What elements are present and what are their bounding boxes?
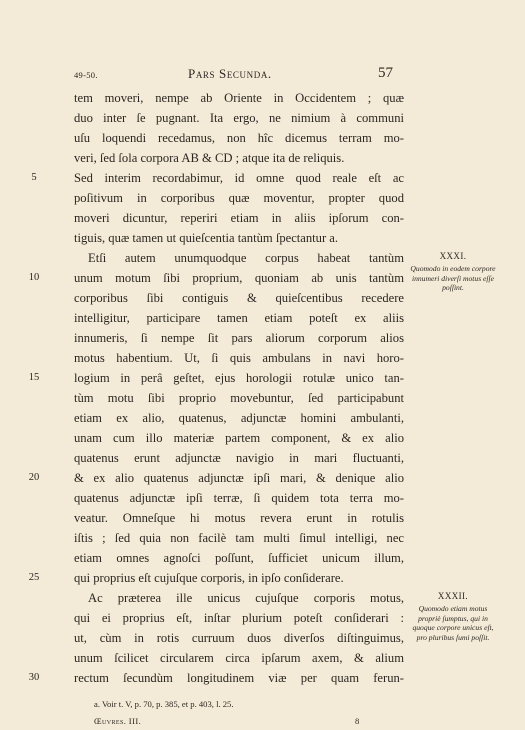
footnote: a. Voir t. V, p. 70, p. 385, et p. 403, l. 25. [94,699,234,709]
text-line: logium in perâ geſtet, ejus horologii rotulæ unico tan- [74,371,404,385]
text-line: Sed interim recordabimur, id omne quod reale eſt ac [74,171,404,185]
line-number: 10 [28,272,40,283]
page-range: 49-50. [74,70,98,80]
page-number: 57 [378,65,393,81]
margin-note-number: XXXI. [439,251,467,261]
text-line: etiam omnes agnoſci poſſunt, ſufficiet unicum illum, [74,551,404,565]
text-line: tem moveri, nempe ab Oriente in Occidentem ; quæ [74,91,404,105]
text-line: rectum ſecundùm longitudinem viæ per quam ferun- [74,671,404,685]
text-line: & ex alio quatenus adjunctæ ipſi mari, & denique alio [74,471,404,485]
text-line: Etſi autem unumquodque corpus habeat tantùm [88,251,404,265]
line-number: 30 [28,672,40,683]
text-line: ut, cùm in rotis curruum duos diverſos diſtinguimus, [74,631,404,645]
text-line: Ac præterea ille unicus cujuſque corporis motus, [88,591,404,605]
text-line: qui ei proprius eſt, inſtar plurium poteſt conſiderari : [74,611,404,625]
text-line: quatenus adjunctæ ipſi terræ, ſi quidem tota terra mo- [74,491,404,505]
text-line: veri, ſed ſola corpora AB & CD ; atque ita de reliquis. [74,151,345,165]
line-number: 20 [28,472,40,483]
line-number: 25 [28,572,40,583]
page-footer [0,716,525,730]
text-line: qui proprius eſt cujuſque corporis, in ipſo conſiderare. [74,571,344,585]
text-line: etiam ex alio, quatenus, adjunctæ homini ambulanti, [74,411,404,425]
margin-note [408,250,498,293]
text-line: duo inter ſe pugnant. Ita ergo, ne nimium à communi [74,111,404,125]
text-line: tiguis, quæ tamen ut quieſcentia tantùm ſpectantur a. [74,231,339,245]
margin-note [408,590,498,642]
margin-note-text: Quomodo etiam motus propriè ſumptus, qui in quoque corpore unicus eſt, pro pluribus ſumi poſſit. [412,604,494,642]
text-line: iſtis ; ſed quia non facilè tam multi ſimul intelligi, nec [74,531,404,545]
text-line: intelligitur, participare tamen etiam poteſt ex aliis [74,311,404,325]
section-title: Pars Secunda. [188,66,272,81]
text-line: moveri dicuntur, reperiri etiam in aliis ipſorum con- [74,211,404,225]
text-line: poſitivum in corporibus quæ moventur, propter quod [74,191,404,205]
running-head [0,66,525,86]
text-line: tùm motu ſibi proprio movebuntur, ſed participabunt [74,391,404,405]
margin-note-text: Quomodo in eodem corpore innumeri diverſi motus eſſe poſſint. [410,264,496,292]
line-number: 5 [31,172,37,183]
margin-note-number: XXXII. [437,591,469,601]
text-line: corporibus ſibi contiguis & quieſcentibus recedere [74,291,404,305]
text-line: uſu loquendi recedamus, non hîc dicemus terram mo- [74,131,404,145]
text-line: unum motum ſibi proprium, quoniam ab unis tantùm [74,271,404,285]
text-line: unum ſcilicet circularem circa ipſarum axem, & alium [74,651,404,665]
text-line: unam cum illo materiæ partem component, & ex alio [74,431,404,445]
volume-label: Œuvres. III. [94,716,142,726]
text-line: innumeris, ſi nempe ſit pars aliorum corporum alios [74,331,404,345]
text-line: quatenus erunt adjunctæ navigio in mari fluctuanti, [74,451,404,465]
line-number: 15 [28,372,40,383]
text-line: motus habentium. Ut, ſi quis ambulans in navi horo- [74,351,404,365]
signature-mark: 8 [355,716,360,726]
text-line: veatur. Omneſque hi motus revera erunt in rotulis [74,511,404,525]
